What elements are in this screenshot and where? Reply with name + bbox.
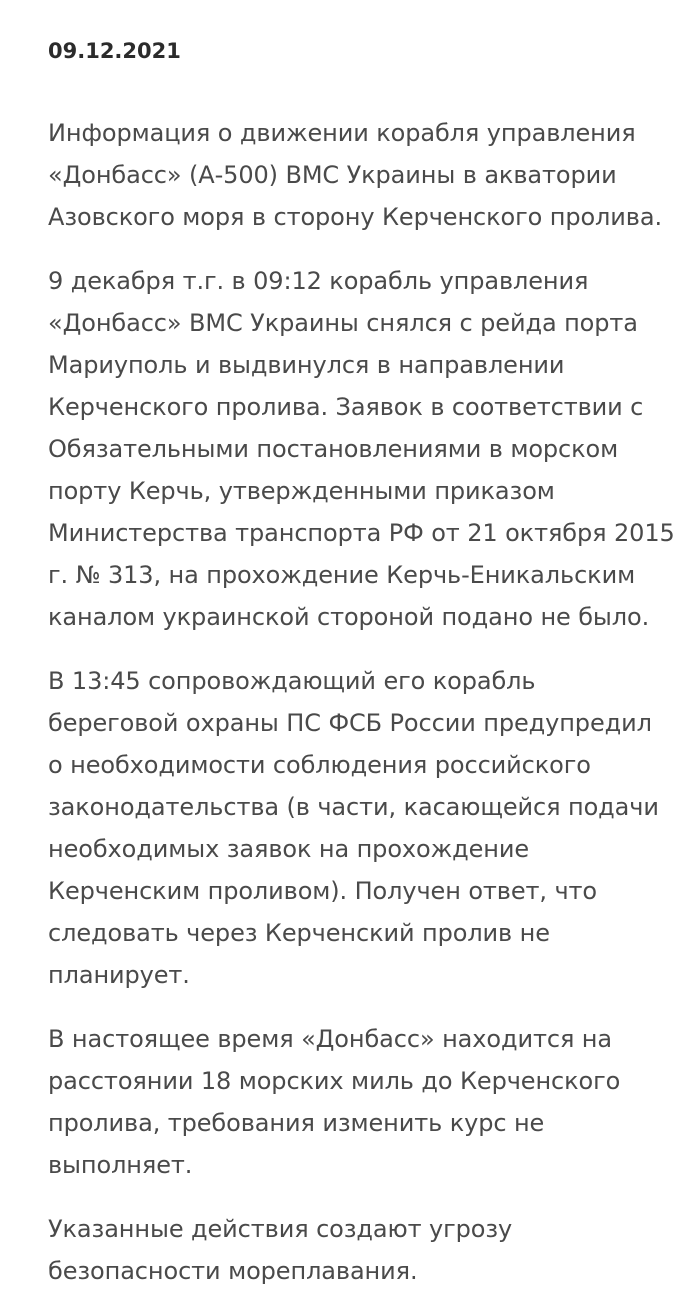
paragraph-line: «Донбасс» (А-500) ВМС Украины в акватории [48, 161, 617, 189]
paragraph-line: г. № 313, на прохождение Керчь-Еникальским [48, 561, 636, 589]
paragraph-line: каналом украинской стороной подано не было. [48, 603, 650, 631]
article [48, 36, 675, 1314]
paragraph-line: Азовского моря в сторону Керченского пролива. [48, 203, 662, 231]
paragraph-line: Обязательными постановлениями в морском [48, 435, 619, 463]
paragraph-line: безопасности мореплавания. [48, 1257, 418, 1285]
article-paragraph [48, 660, 659, 996]
paragraph-line: о необходимости соблюдения российского [48, 751, 591, 779]
paragraph-line: В настоящее время «Донбасс» находится на [48, 1025, 613, 1053]
paragraph-line: пролива, требования изменить курс не [48, 1109, 545, 1137]
article-paragraph [48, 1018, 648, 1186]
paragraph-line: следовать через Керченский пролив не [48, 919, 550, 947]
paragraph-line: Министерства транспорта РФ от 21 октября 2015 [48, 519, 675, 547]
paragraph-line: береговой охраны ПС ФСБ России предупредил [48, 709, 652, 737]
paragraph-line: необходимых заявок на прохождение [48, 835, 530, 863]
paragraph-line: Информация о движении корабля управления [48, 119, 636, 147]
article-paragraph [48, 1208, 648, 1292]
article-paragraph [48, 112, 662, 238]
paragraph-line: Указанные действия создают угрозу [48, 1215, 513, 1243]
paragraph-line: В 13:45 сопровождающий его корабль [48, 667, 536, 695]
paragraph-line: выполняет. [48, 1151, 193, 1179]
paragraph-line: Керченским проливом). Получен ответ, что [48, 877, 597, 905]
article-paragraph [48, 260, 675, 638]
paragraph-line: Мариуполь и выдвинулся в направлении [48, 351, 565, 379]
paragraph-line: Керченского пролива. Заявок в соответствии с [48, 393, 644, 421]
paragraph-line: «Донбасс» ВМС Украины снялся с рейда порта [48, 309, 638, 337]
article-date: 09.12.2021 [48, 39, 181, 63]
paragraph-line: порту Керчь, утвержденными приказом [48, 477, 555, 505]
paragraph-line: планирует. [48, 961, 190, 989]
paragraph-line: расстоянии 18 морских миль до Керченского [48, 1067, 621, 1095]
paragraph-line: 9 декабря т.г. в 09:12 корабль управления [48, 267, 589, 295]
paragraph-line: законодательства (в части, касающейся подачи [48, 793, 659, 821]
